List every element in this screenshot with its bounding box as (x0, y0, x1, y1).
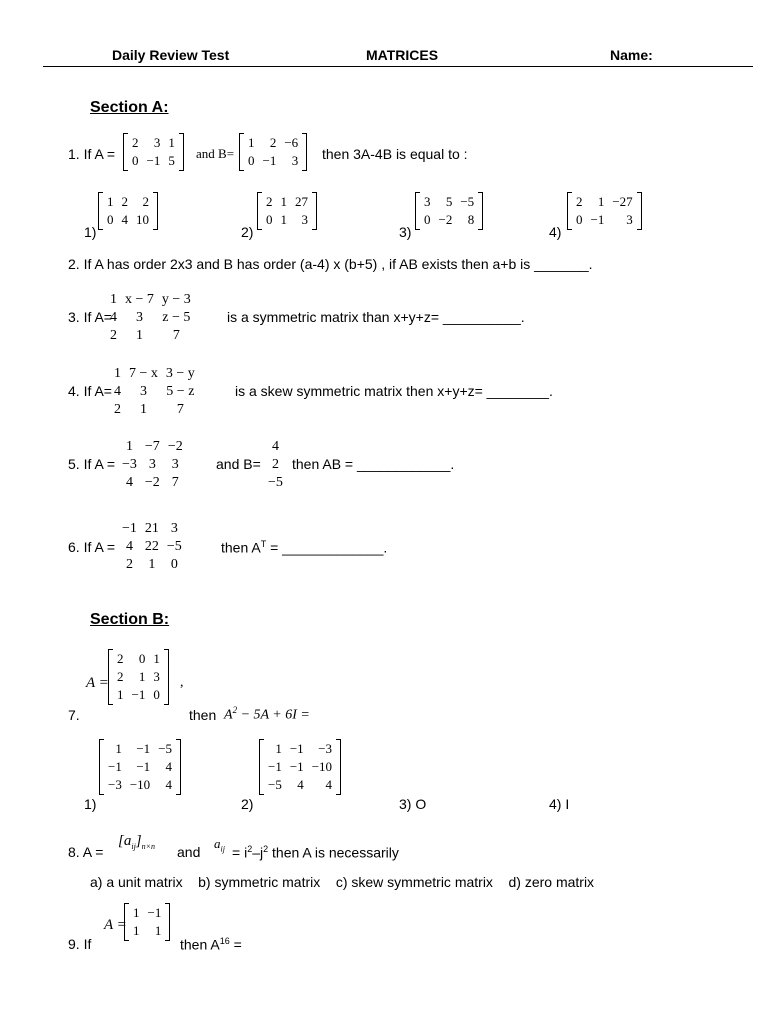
q1-option-3-matrix (415, 192, 483, 230)
matrix-row (104, 776, 176, 794)
q1-matrix-a-table (128, 134, 179, 170)
matrix-cell: 1 (125, 439, 133, 454)
matrix-cell: 3 (153, 669, 160, 684)
matrix-cell: 4 (114, 384, 121, 399)
q7-then: then (189, 707, 217, 723)
matrix-row (244, 134, 302, 152)
matrix-cell: −1 (122, 521, 137, 536)
q8-minus: –j (252, 844, 264, 861)
matrix-row (129, 904, 165, 922)
q6-matrix-table (118, 520, 186, 574)
matrix-cell: −3 (122, 457, 137, 472)
matrix-cell: −3 (318, 741, 333, 756)
matrix-cell: 2 (117, 651, 124, 666)
matrix-cell: −7 (144, 439, 160, 454)
matrix-cell: −1 (289, 759, 304, 774)
q1-option-2-label: 2) (241, 224, 254, 240)
matrix-cell: 0 (153, 687, 160, 702)
matrix-row (264, 456, 287, 474)
matrix-cell: 4 (125, 475, 133, 490)
q6-then: then A (221, 539, 261, 556)
q3-matrix-table (106, 291, 195, 345)
q8-sup-1: 2 (247, 844, 253, 854)
header-subject: MATRICES (366, 47, 439, 63)
matrix-cell: 2 (121, 194, 128, 209)
q1-option-3-label: 3) (399, 224, 412, 240)
q8-nxn: n×n (141, 842, 156, 851)
matrix-cell: −10 (311, 759, 333, 774)
q7-matrix-table (113, 650, 164, 704)
matrix-cell: 3 (139, 384, 147, 399)
matrix-cell: −1 (262, 153, 277, 168)
q1-matrix-a (123, 133, 184, 171)
matrix-cell: −6 (284, 135, 299, 150)
q7-matrix (108, 649, 169, 705)
matrix-cell: −1 (146, 153, 161, 168)
matrix-cell: 27 (295, 194, 308, 209)
q1-prefix: 1. If A = (68, 146, 116, 162)
matrix-cell: 1 (133, 923, 140, 938)
q2-text: 2. If A has order 2x3 and B has order (a-4) x (b+5) , if AB exists then a+b is _______. (68, 256, 593, 272)
q7-number: 7. (68, 707, 80, 723)
q8-aij (214, 836, 225, 854)
matrix-cell: 3 − y (165, 366, 195, 381)
matrix-cell: 0 (266, 212, 273, 227)
q4-matrix-table (110, 365, 199, 419)
matrix-cell: y − 3 (161, 292, 191, 307)
matrix-cell: −1 (136, 759, 151, 774)
matrix-cell: 2 (269, 135, 277, 150)
q1-option-1-matrix (98, 192, 158, 230)
q5-prefix: 5. If A = (68, 456, 116, 472)
matrix-cell: 5 (445, 194, 453, 209)
q9-suffix-line (180, 936, 242, 953)
matrix-cell: 1 (139, 402, 147, 417)
q7-option-4: 4) I (549, 796, 570, 812)
matrix-cell: 1 (133, 905, 140, 920)
matrix-cell: 1 (275, 741, 282, 756)
matrix-cell: 1 (280, 212, 287, 227)
matrix-row (106, 291, 195, 309)
matrix-cell: 3 (171, 457, 179, 472)
q7-option-2-matrix-table (264, 740, 336, 794)
q7-option-2-label: 2) (241, 796, 254, 812)
matrix-cell: 2 (132, 135, 139, 150)
q3-prefix: 3. If A= (68, 309, 112, 325)
matrix-cell: 3 (291, 153, 299, 168)
matrix-row (103, 193, 153, 211)
matrix-cell: 7 (171, 475, 179, 490)
matrix-cell: 2 (576, 194, 583, 209)
q5-and-b: and B= (216, 456, 261, 472)
matrix-row (104, 740, 176, 758)
matrix-row (113, 668, 164, 686)
matrix-cell: −1 (131, 687, 146, 702)
q7-option-2-matrix (259, 739, 341, 795)
matrix-cell: −1 (108, 759, 122, 774)
matrix-cell: −2 (167, 439, 183, 454)
matrix-row (106, 327, 195, 345)
matrix-cell: 3 (148, 457, 156, 472)
q3-suffix: is a symmetric matrix than x+y+z= __________. (227, 309, 525, 325)
q1-matrix-b (239, 133, 307, 171)
q4-prefix: 4. If A= (68, 383, 112, 399)
q3-matrix (106, 291, 195, 345)
matrix-cell: 4 (165, 759, 173, 774)
matrix-cell: 2 (117, 669, 124, 684)
matrix-row (118, 520, 186, 538)
matrix-row (264, 438, 287, 456)
q5-matrix-a (118, 438, 187, 492)
matrix-row (118, 438, 187, 456)
matrix-cell: 1 (154, 923, 162, 938)
q8-aij-sub: ij (131, 842, 136, 851)
q6-matrix (118, 520, 186, 574)
q4-suffix: is a skew symmetric matrix then x+y+z= ________. (235, 383, 553, 399)
q1-option-1-matrix-table (103, 193, 153, 229)
q9-matrix-table (129, 904, 165, 940)
q7-expr-sup: 2 (232, 705, 238, 715)
matrix-cell: 3 (424, 194, 431, 209)
matrix-cell: 2 (125, 557, 133, 572)
matrix-cell: 0 (170, 557, 178, 572)
matrix-cell: −1 (147, 905, 162, 920)
matrix-cell: 0 (132, 153, 139, 168)
matrix-cell: 2 (271, 457, 279, 472)
q9-power-sup: 16 (219, 936, 230, 946)
q6-prefix: 6. If A = (68, 539, 116, 555)
matrix-cell: 0 (107, 212, 114, 227)
matrix-row (118, 538, 186, 556)
matrix-row (103, 211, 153, 229)
q1-option-3-matrix-table (420, 193, 478, 229)
q1-option-4-label: 4) (549, 224, 562, 240)
matrix-cell: 0 (248, 153, 255, 168)
matrix-cell: 1 (153, 651, 160, 666)
q8-aij-close: ] (135, 833, 142, 849)
q4-matrix (110, 365, 199, 419)
q1-option-2-matrix (257, 192, 317, 230)
matrix-row (244, 152, 302, 170)
q9-then: then A (180, 936, 220, 953)
matrix-cell: 2 (110, 328, 117, 343)
matrix-cell: 4 (271, 439, 279, 454)
matrix-cell: 1 (117, 687, 124, 702)
q8-aij-open: [a (118, 833, 132, 849)
q8-sup-2: 2 (263, 844, 269, 854)
q8-a-sub: ij (220, 844, 225, 854)
matrix-cell: 2 (114, 402, 121, 417)
matrix-cell: 0 (138, 651, 146, 666)
q5-matrix-b-table (264, 438, 287, 492)
q8-eq: = i (232, 844, 248, 861)
matrix-row (262, 211, 312, 229)
q8-options: a) a unit matrix b) symmetric matrix c) skew symmetric matrix d) zero matrix (90, 874, 595, 890)
q9-suffix: = (229, 936, 242, 953)
matrix-row (128, 134, 179, 152)
q6-suffix-line (221, 539, 387, 556)
q1-matrix-b-table (244, 134, 302, 170)
matrix-cell: 2 (142, 194, 149, 209)
matrix-cell: 1 (107, 194, 114, 209)
q6-transpose-sup: T (260, 539, 267, 549)
q6-suffix: = _____________. (266, 539, 388, 556)
q8-definition (232, 844, 399, 861)
matrix-row (110, 365, 199, 383)
q5-matrix-a-table (118, 438, 187, 492)
matrix-cell: −5 (158, 741, 173, 756)
header-title: Daily Review Test (112, 47, 230, 63)
q7-expr-a: A (224, 707, 233, 723)
matrix-cell: 21 (144, 521, 159, 536)
q7-option-1-matrix (99, 739, 181, 795)
section-a-title: Section A: (90, 99, 169, 116)
matrix-cell: 4 (297, 777, 304, 792)
q1-option-4-matrix-table (572, 193, 637, 229)
matrix-cell: 3 (626, 212, 633, 227)
q8-a-symbol: a (214, 836, 221, 851)
matrix-row (264, 776, 336, 794)
matrix-cell: 0 (576, 212, 583, 227)
matrix-cell: −10 (129, 777, 151, 792)
q8-rest: then A is necessarily (268, 844, 399, 861)
matrix-row (420, 211, 478, 229)
q5-matrix-b (264, 438, 287, 492)
matrix-cell: −5 (268, 475, 283, 490)
q1-option-1-label: 1) (84, 224, 97, 240)
matrix-row (264, 740, 336, 758)
matrix-row (104, 758, 176, 776)
q9-prefix: 9. If (68, 936, 92, 952)
matrix-cell: −5 (166, 539, 182, 554)
q8-and: and (177, 844, 201, 860)
matrix-cell: −1 (268, 759, 282, 774)
matrix-cell: −2 (438, 212, 453, 227)
matrix-row (113, 686, 164, 704)
matrix-row (110, 383, 199, 401)
q8-aij-matrix (118, 833, 155, 851)
q1-option-4-matrix (567, 192, 642, 230)
matrix-cell: 2 (266, 194, 273, 209)
matrix-row (118, 474, 187, 492)
matrix-row (118, 456, 187, 474)
matrix-cell: 1 (148, 557, 156, 572)
matrix-cell: 5 (168, 153, 175, 168)
q1-and-b: and B= (196, 146, 235, 161)
matrix-cell: 3 (135, 310, 143, 325)
matrix-cell: 22 (144, 539, 159, 554)
matrix-cell: −27 (612, 194, 633, 209)
matrix-row (572, 193, 637, 211)
matrix-cell: 1 (138, 669, 146, 684)
matrix-cell: 8 (467, 212, 475, 227)
q5-suffix: then AB = ____________. (292, 456, 455, 472)
matrix-cell: 3 (301, 212, 308, 227)
matrix-cell: −3 (108, 777, 122, 792)
matrix-row (572, 211, 637, 229)
matrix-row (129, 922, 165, 940)
q9-matrix (124, 903, 170, 941)
matrix-cell: 1 (248, 135, 255, 150)
q1-suffix: then 3A-4B is equal to : (322, 146, 468, 162)
matrix-cell: −5 (268, 777, 282, 792)
q8-prefix: 8. A = (68, 844, 104, 860)
matrix-cell: 4 (165, 777, 173, 792)
matrix-cell: 3 (170, 521, 178, 536)
matrix-cell: 7 − x (129, 366, 158, 381)
matrix-cell: −5 (460, 194, 475, 209)
matrix-row (110, 401, 199, 419)
matrix-row (264, 474, 287, 492)
matrix-cell: 10 (136, 212, 149, 227)
matrix-cell: 3 (153, 135, 161, 150)
matrix-row (262, 193, 312, 211)
matrix-cell: 7 (176, 402, 184, 417)
q7-expression (224, 705, 310, 724)
matrix-row (128, 152, 179, 170)
q7-a-eq: A = (86, 675, 109, 691)
matrix-cell: 1 (135, 328, 143, 343)
matrix-cell: 1 (110, 292, 117, 307)
matrix-cell: −1 (289, 741, 304, 756)
matrix-cell: 4 (110, 310, 117, 325)
matrix-cell: 4 (121, 212, 128, 227)
q1-option-2-matrix-table (262, 193, 312, 229)
q7-option-3: 3) O (399, 796, 427, 812)
matrix-cell: 1 (168, 135, 175, 150)
matrix-cell: −2 (144, 475, 160, 490)
matrix-row (106, 309, 195, 327)
q9-a-eq: A = (104, 917, 127, 933)
matrix-cell: −1 (136, 741, 151, 756)
matrix-cell: −1 (590, 212, 605, 227)
q7-option-1-matrix-table (104, 740, 176, 794)
matrix-cell: 1 (280, 194, 287, 209)
matrix-row (420, 193, 478, 211)
matrix-row (113, 650, 164, 668)
matrix-cell: x − 7 (125, 292, 154, 307)
header-divider (43, 66, 753, 67)
matrix-cell: 0 (424, 212, 431, 227)
matrix-cell: 5 − z (166, 384, 195, 399)
matrix-row (118, 556, 186, 574)
matrix-cell: 1 (597, 194, 605, 209)
matrix-cell: 4 (125, 539, 133, 554)
q7-option-1-label: 1) (84, 796, 97, 812)
matrix-cell: z − 5 (162, 310, 191, 325)
header-name-label: Name: (610, 47, 653, 63)
q7-comma: , (180, 675, 184, 690)
matrix-cell: 7 (172, 328, 180, 343)
matrix-cell: 1 (115, 741, 122, 756)
q7-expr-rest: − 5A + 6I = (237, 707, 310, 723)
matrix-cell: 4 (325, 777, 333, 792)
section-b-title: Section B: (90, 611, 170, 628)
matrix-row (264, 758, 336, 776)
matrix-cell: 1 (114, 366, 121, 381)
